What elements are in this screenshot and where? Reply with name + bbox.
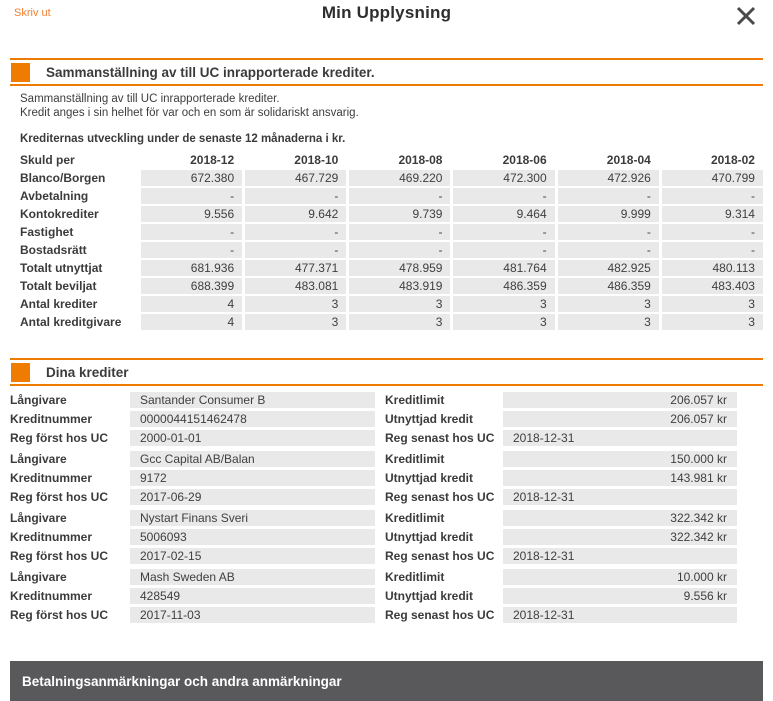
table-cell: 3: [245, 296, 346, 312]
credit-field-label: Kreditlimit: [385, 452, 445, 466]
credit-field-label: Kreditnummer: [10, 412, 93, 426]
table-cell: 477.371: [245, 260, 346, 276]
credit-field-value: 322.342 kr: [503, 529, 737, 545]
table-cell: 472.926: [558, 170, 659, 186]
credit-field-value: 428549: [130, 588, 375, 604]
table-row-label: Totalt beviljat: [20, 279, 97, 293]
credit-field-value: 206.057 kr: [503, 392, 737, 408]
table-row-label: Antal krediter: [20, 297, 98, 311]
credit-field-value: 10.000 kr: [503, 569, 737, 585]
table-cell: -: [662, 224, 763, 240]
table-cell: 469.220: [349, 170, 450, 186]
table-cell: -: [141, 188, 242, 204]
remarks-section-title: Betalningsanmärkningar och andra anmärkningar: [22, 674, 342, 689]
orange-square-icon: [11, 363, 30, 382]
table-cell: 472.300: [453, 170, 554, 186]
credit-field-label: Utnyttjad kredit: [385, 471, 474, 485]
table-cell: -: [141, 224, 242, 240]
date-column-header: 2018-02: [710, 153, 755, 167]
credit-field-label: Kreditlimit: [385, 393, 445, 407]
summary-section: [10, 58, 763, 330]
table-cell: 3: [662, 314, 763, 330]
table-row-label: Avbetalning: [20, 189, 89, 203]
table-cell: 481.764: [453, 260, 554, 276]
credit-field-value: 2017-11-03: [130, 607, 375, 623]
table-cell: 3: [558, 314, 659, 330]
remarks-section-header: [10, 661, 763, 701]
credit-item: [10, 569, 763, 623]
table-cell: 482.925: [558, 260, 659, 276]
table-cell: 9.739: [349, 206, 450, 222]
credit-field-label: Reg först hos UC: [10, 431, 109, 445]
credit-field-value: 2000-01-01: [130, 430, 375, 446]
credit-field-value: 2018-12-31: [503, 548, 737, 564]
credit-field-label: Långivare: [10, 452, 67, 466]
credit-field-value: 143.981 kr: [503, 470, 737, 486]
table-row-label: Bostadsrätt: [20, 243, 87, 257]
close-icon-glyph: [734, 4, 758, 28]
credit-field-label: Långivare: [10, 570, 67, 584]
table-corner-label: Skuld per: [20, 153, 75, 167]
table-cell: 467.729: [245, 170, 346, 186]
table-cell: 9.642: [245, 206, 346, 222]
credit-field-value: 206.057 kr: [503, 411, 737, 427]
credit-field-label: Kreditnummer: [10, 530, 93, 544]
credit-field-value: 9172: [130, 470, 375, 486]
summary-description-line1: Sammanställning av till UC inrapporterade krediter.: [20, 93, 280, 105]
credit-field-value: 9.556 kr: [503, 588, 737, 604]
credit-field-label: Utnyttjad kredit: [385, 589, 474, 603]
table-row-label: Kontokrediter: [20, 207, 99, 221]
summary-description: [20, 92, 763, 120]
credit-field-label: Långivare: [10, 393, 67, 407]
credit-field-label: Utnyttjad kredit: [385, 530, 474, 544]
table-cell: -: [558, 242, 659, 258]
table-cell: -: [558, 224, 659, 240]
credit-field-label: Kreditnummer: [10, 471, 93, 485]
table-cell: -: [349, 188, 450, 204]
table-cell: 3: [453, 296, 554, 312]
credit-field-label: Reg först hos UC: [10, 490, 109, 504]
orange-square-icon: [11, 63, 30, 82]
credit-field-label: Utnyttjad kredit: [385, 412, 474, 426]
modal-header: [0, 0, 773, 32]
table-cell: 3: [245, 314, 346, 330]
credit-field-value: 2017-02-15: [130, 548, 375, 564]
date-column-header: 2018-06: [502, 153, 547, 167]
table-cell: 9.999: [558, 206, 659, 222]
credit-field-label: Reg senast hos UC: [385, 549, 495, 563]
credit-field-label: Långivare: [10, 511, 67, 525]
table-cell: 688.399: [141, 278, 242, 294]
table-row-label: Totalt utnyttjat: [20, 261, 103, 275]
table-cell: 470.799: [662, 170, 763, 186]
close-icon[interactable]: [734, 4, 758, 28]
credit-field-label: Kreditnummer: [10, 589, 93, 603]
table-cell: 3: [349, 296, 450, 312]
table-row-label: Blanco/Borgen: [20, 171, 106, 185]
table-cell: 4: [141, 314, 242, 330]
credit-field-label: Reg senast hos UC: [385, 608, 495, 622]
summary-description-line2: Kredit anges i sin helhet för var och en som är solidariskt ansvarig.: [20, 107, 359, 119]
table-cell: -: [662, 188, 763, 204]
print-link[interactable]: Skriv ut: [14, 7, 51, 19]
page-title: Min Upplysning: [321, 3, 452, 22]
table-subtitle: Krediternas utveckling under de senaste 12 månaderna i kr.: [20, 133, 346, 145]
table-cell: -: [245, 224, 346, 240]
table-cell: 3: [558, 296, 659, 312]
credit-field-value: 322.342 kr: [503, 510, 737, 526]
credit-summary-table: [20, 152, 763, 330]
table-cell: 3: [349, 314, 450, 330]
table-cell: 9.464: [453, 206, 554, 222]
date-column-header: 2018-12: [190, 153, 235, 167]
table-cell: 478.959: [349, 260, 450, 276]
credit-field-label: Reg senast hos UC: [385, 431, 495, 445]
credit-field-value: 2017-06-29: [130, 489, 375, 505]
table-cell: -: [453, 188, 554, 204]
table-cell: -: [453, 224, 554, 240]
table-cell: 483.081: [245, 278, 346, 294]
table-cell: -: [349, 242, 450, 258]
credit-field-label: Reg först hos UC: [10, 549, 109, 563]
credit-field-value: 2018-12-31: [503, 489, 737, 505]
table-cell: 9.314: [662, 206, 763, 222]
summary-section-header: [10, 58, 763, 86]
table-cell: 681.936: [141, 260, 242, 276]
credit-field-label: Reg senast hos UC: [385, 490, 495, 504]
credit-field-value: Santander Consumer B: [130, 392, 375, 408]
credit-item: [10, 451, 763, 505]
table-cell: 672.380: [141, 170, 242, 186]
credits-section-header: [10, 358, 763, 386]
credit-field-value: Mash Sweden AB: [130, 569, 375, 585]
credits-section-title: Dina krediter: [46, 364, 129, 380]
credit-field-value: 2018-12-31: [503, 430, 737, 446]
credits-section: [10, 358, 763, 623]
table-cell: 9.556: [141, 206, 242, 222]
credit-field-value: 5006093: [130, 529, 375, 545]
table-cell: -: [453, 242, 554, 258]
date-column-header: 2018-04: [606, 153, 651, 167]
table-cell: 486.359: [453, 278, 554, 294]
credit-field-label: Kreditlimit: [385, 511, 445, 525]
table-row-label: Fastighet: [20, 225, 74, 239]
table-cell: -: [349, 224, 450, 240]
date-column-header: 2018-08: [398, 153, 443, 167]
date-column-header: 2018-10: [294, 153, 339, 167]
credit-field-value: 0000044151462478: [130, 411, 375, 427]
table-cell: -: [662, 242, 763, 258]
table-cell: 483.403: [662, 278, 763, 294]
table-cell: -: [245, 242, 346, 258]
table-cell: 486.359: [558, 278, 659, 294]
summary-section-title: Sammanställning av till UC inrapporterade krediter.: [46, 64, 375, 80]
table-row-label: Antal kreditgivare: [20, 315, 122, 329]
table-cell: -: [141, 242, 242, 258]
table-cell: -: [558, 188, 659, 204]
table-cell: 480.113: [662, 260, 763, 276]
table-cell: 483.919: [349, 278, 450, 294]
credit-field-value: Nystart Finans Sveri: [130, 510, 375, 526]
table-cell: 4: [141, 296, 242, 312]
table-cell: -: [245, 188, 346, 204]
credit-field-value: 2018-12-31: [503, 607, 737, 623]
table-cell: 3: [453, 314, 554, 330]
credit-field-value: 150.000 kr: [503, 451, 737, 467]
credit-item: [10, 510, 763, 564]
credit-field-label: Reg först hos UC: [10, 608, 109, 622]
credit-item: [10, 392, 763, 446]
credit-field-value: Gcc Capital AB/Balan: [130, 451, 375, 467]
credit-blocks: [10, 392, 763, 623]
credit-field-label: Kreditlimit: [385, 570, 445, 584]
table-cell: 3: [662, 296, 763, 312]
